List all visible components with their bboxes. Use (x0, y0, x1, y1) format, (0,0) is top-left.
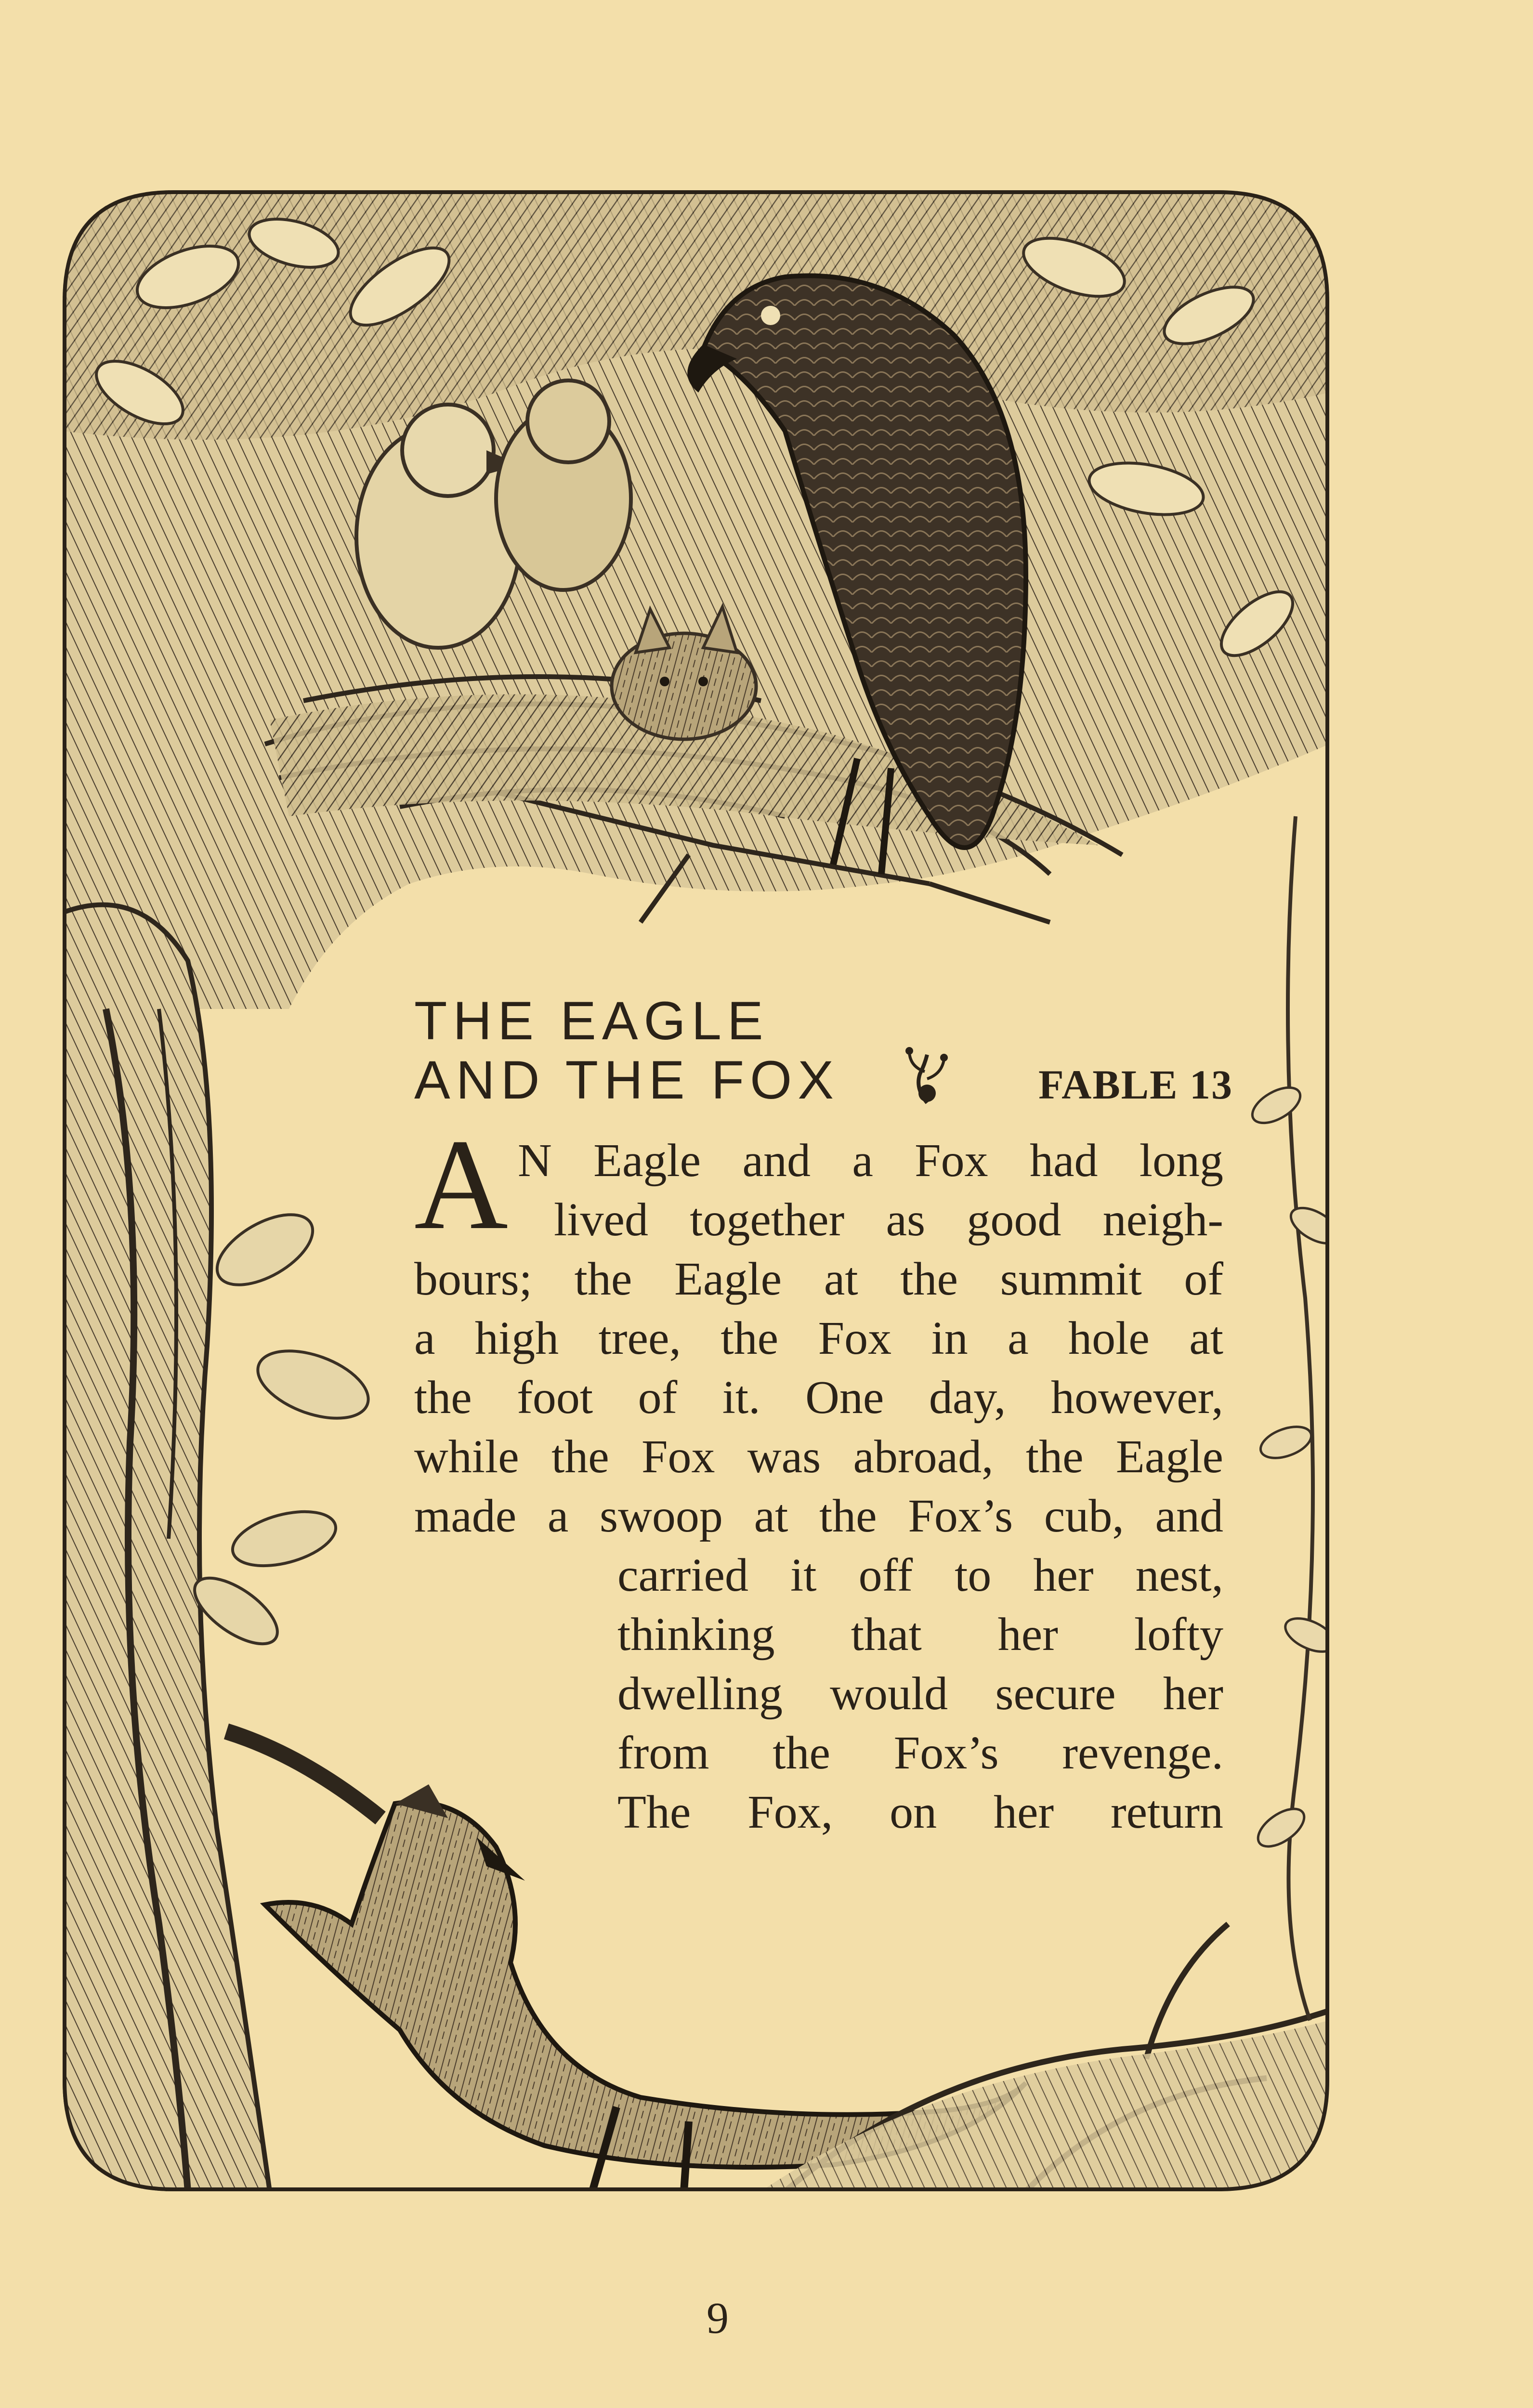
text-line: N Eagle and a Fox had long (518, 1135, 1223, 1187)
text-line: carried it off to her nest, (617, 1549, 1223, 1601)
text-line: dwelling would secure her (617, 1668, 1223, 1720)
floral-ornament-icon (901, 1045, 954, 1108)
text-line: thinking that her lofty (617, 1609, 1223, 1661)
text-line: made a swoop at the Fox’s cub, and (414, 1490, 1223, 1542)
engraving-illustration (63, 190, 1329, 2191)
fable-title-block (414, 982, 1233, 1112)
page-number: 9 (707, 2293, 729, 2343)
text-line: lived together as good neigh- (554, 1194, 1223, 1246)
text-line: from the Fox’s revenge. (617, 1727, 1223, 1779)
text-line: the foot of it. One day, however, (414, 1372, 1223, 1424)
fable-number-label: FABLE 13 (1038, 1061, 1233, 1108)
text-line: a high tree, the Fox in a hole at (414, 1312, 1223, 1364)
drop-cap: A (414, 1112, 508, 1256)
fable-title-line-1: THE EAGLE (414, 991, 769, 1051)
text-line: The Fox, on her return (617, 1786, 1223, 1838)
text-line: while the Fox was abroad, the Eagle (414, 1431, 1223, 1483)
text-line: bours; the Eagle at the summit of (414, 1253, 1223, 1305)
engraving-frame (63, 190, 1329, 2191)
fable-title-line-2: AND THE FOX (414, 1050, 839, 1110)
